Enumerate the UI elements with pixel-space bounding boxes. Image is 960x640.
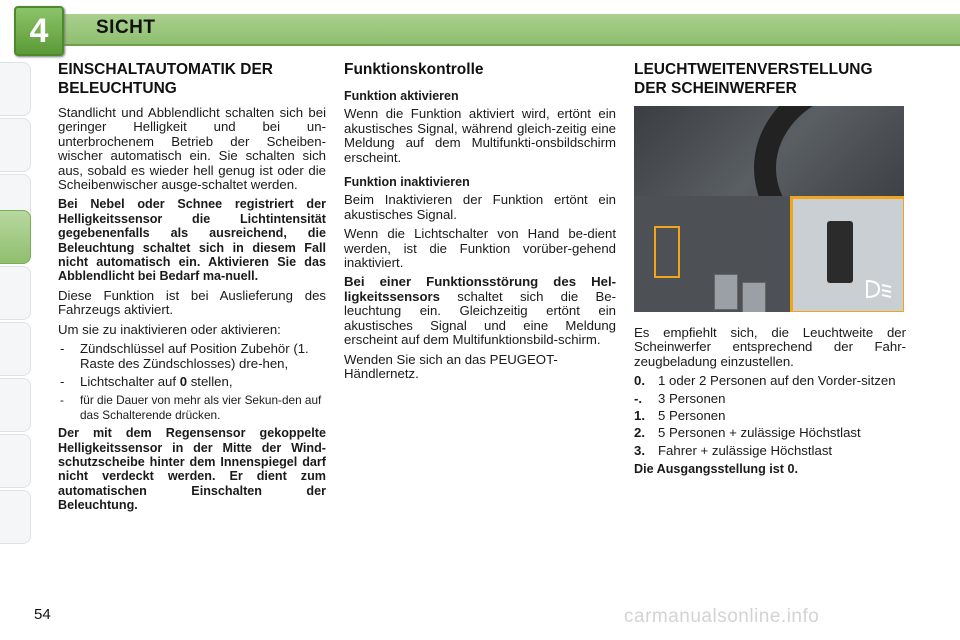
heading-automatic-lighting: EINSCHALTAUTOMATIK DER BELEUCHTUNG	[58, 61, 273, 97]
chapter-badge	[14, 6, 64, 56]
column-headlamp-adjust	[634, 60, 906, 482]
side-tabs	[0, 62, 32, 574]
side-tab-2[interactable]	[0, 118, 31, 172]
paragraph-dealer: Wenden Sie sich an das PEUGEOT-Händlernetz.	[344, 351, 558, 381]
list-item: 0. 1 oder 2 Personen auf den Vorder-sitzen	[634, 373, 896, 389]
control-highlight	[654, 226, 680, 278]
paragraph-manual: Wenn die Lichtschalter von Hand be-dient werden, ist die Funktion vorüber-gehend inaktiviert.	[344, 226, 616, 271]
paragraph-deactivate: Beim Inaktivieren der Funktion ertönt ein akustisches Signal.	[344, 192, 616, 222]
paragraph-intro: Standlicht und Abblendlicht schalten sich bei geringer Helligkeit und bei un-unterbrochenem Betrieb der Scheiben-wischer automatisch ein. Sie schalten sich aus, sobald es wieder hell genug ist oder die Scheibenwischer ausge-schaltet werden.	[58, 105, 326, 193]
load-settings-list	[634, 374, 906, 458]
paragraph-activate: Wenn die Funktion aktiviert wird, ertönt ein akustisches Signal, während gleich-zeitig eine Meldung auf dem Multifunkti-onsbildschirm erscheint.	[344, 106, 616, 165]
subheading-deactivate: Funktion inaktivieren	[344, 175, 470, 190]
side-tab-7[interactable]	[0, 378, 31, 432]
paragraph-toggle: Um sie zu inaktivieren oder aktivieren:	[58, 321, 281, 337]
list-item: 2. 5 Personen + zulässige Höchstlast	[634, 425, 861, 441]
list-item: 1. 5 Personen	[634, 408, 726, 424]
pedal-shape	[714, 274, 738, 310]
list-item: - Zündschlüssel auf Position Zubehör (1. Raste des Zündschlosses) dre-hen,	[60, 341, 309, 371]
list-item: 3. Fahrer + zulässige Höchstlast	[634, 442, 833, 458]
side-tab-6[interactable]	[0, 322, 31, 376]
pedal-shape	[742, 282, 766, 312]
side-tab-8[interactable]	[0, 434, 31, 488]
chapter-title: SICHT	[96, 17, 156, 38]
column-automatic-lighting	[58, 60, 326, 518]
toggle-steps	[58, 342, 326, 422]
paragraph-delivery: Diese Funktion ist bei Auslieferung des Fahrzeugs aktiviert.	[58, 287, 326, 318]
header-band	[0, 0, 960, 54]
default-setting-note: Die Ausgangsstellung ist 0.	[634, 462, 798, 477]
side-tab-4-active[interactable]	[0, 210, 31, 264]
paragraph-malfunction: Bei einer Funktionsstörung des Hel-ligkeitssensors schaltet sich die Be-leuchtung ein. Gleichzeitig ertönt ein akustisches Signal und eine Meldung erscheint auf dem Multifunktionsbild-schirm.	[344, 274, 616, 348]
headlamp-adjust-knob	[827, 221, 853, 283]
header-bar	[40, 14, 960, 46]
headlamp-icon	[863, 277, 893, 301]
heading-function-check: Funktionskontrolle	[344, 61, 484, 78]
side-tab-5[interactable]	[0, 266, 31, 320]
warning-fog-snow: Bei Nebel oder Schnee registriert der Helligkeitssensor die Lichtintensität gegebenenfalls als ausreichend, die Beleuchtung schaltet sich in diesem Fall nicht automatisch ein. Aktivieren Sie das Abblendlicht bei Bedarf ma-nuell.	[58, 197, 326, 284]
column-function-check	[344, 60, 616, 386]
list-item: - Lichtschalter auf 0 stellen,	[60, 373, 233, 389]
page-number: 54	[34, 606, 51, 623]
paragraph-recommendation: Es empfiehlt sich, die Leuchtweite der Scheinwerfer entsprechend der Fahr-zeugbeladung einzustellen.	[634, 325, 906, 369]
subheading-activate: Funktion aktivieren	[344, 89, 459, 103]
watermark: carmanualsonline.info	[624, 606, 820, 627]
warning-sensor: Der mit dem Regensensor gekoppelte Helligkeitssensor in der Mitte der Wind-schutzscheibe hinter dem Innenspiegel darf nicht verdeckt werden. Er dient zum automatischen Einschalten der Beleuchtung.	[58, 426, 326, 513]
chapter-number: 4	[29, 11, 49, 50]
control-inset	[790, 196, 904, 312]
heading-headlamp-adjust: LEUCHTWEITENVERSTELLUNG DER SCHEINWERFER	[634, 61, 873, 97]
list-item: -. 3 Personen	[634, 390, 726, 406]
side-tab-9[interactable]	[0, 490, 31, 544]
list-item: - für die Dauer von mehr als vier Sekun-den auf das Schalterende drücken.	[60, 393, 322, 422]
side-tab-1[interactable]	[0, 62, 31, 116]
dashboard-photo	[634, 106, 904, 312]
